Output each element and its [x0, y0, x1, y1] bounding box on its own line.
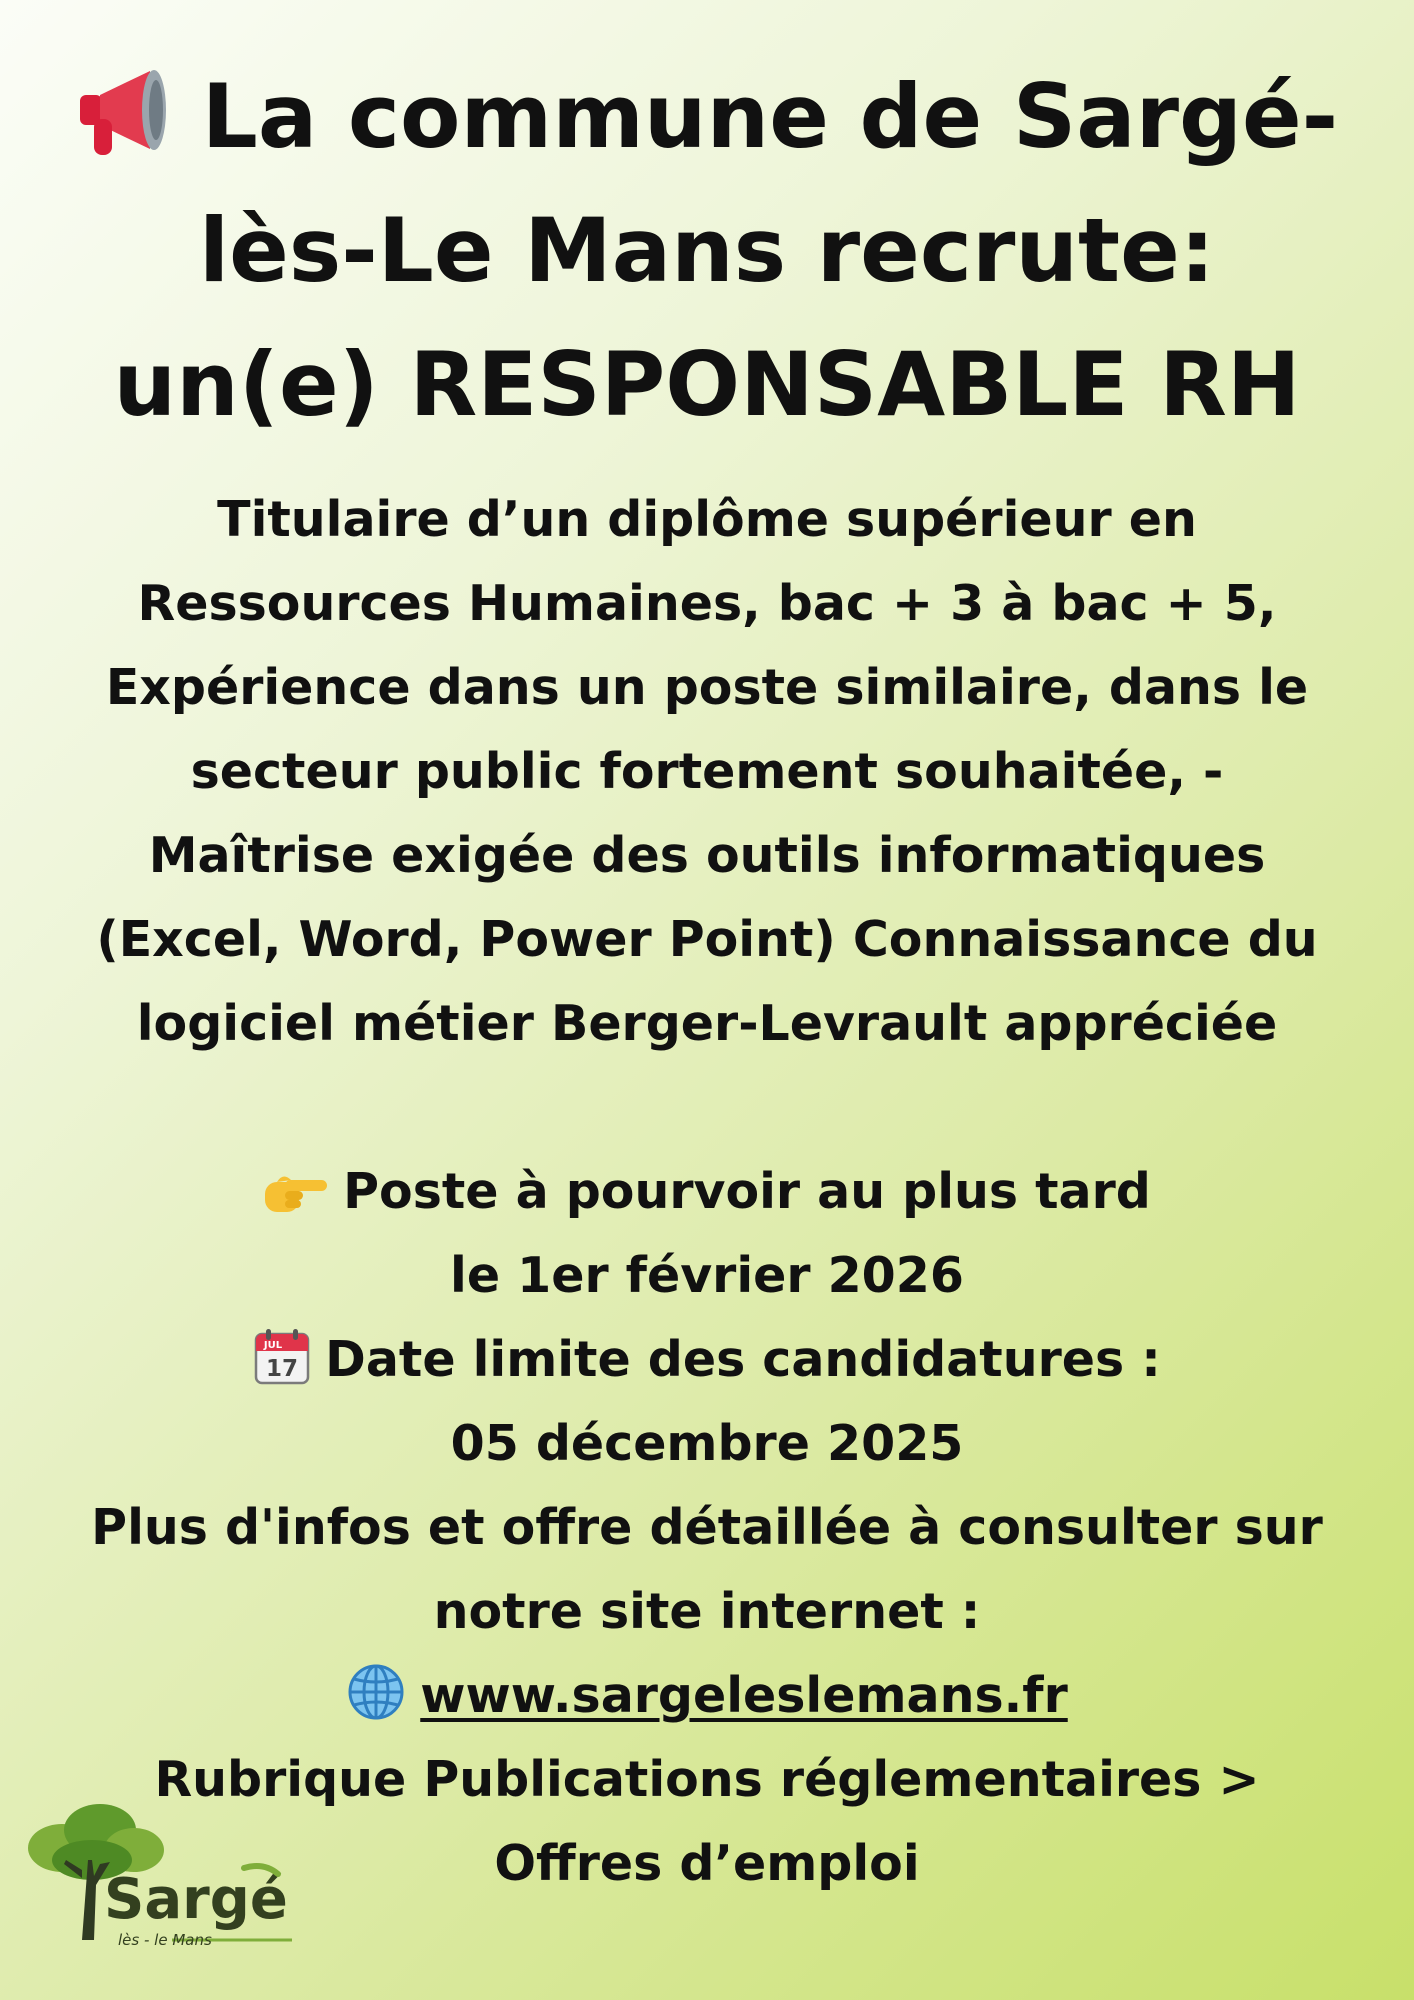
info-line-4: Offres d’emploi — [494, 1835, 920, 1892]
pointing-hand-icon — [263, 1168, 329, 1218]
website-line — [0, 1654, 1414, 1738]
blank-line — [0, 1066, 1414, 1150]
requirement-line: secteur public fortement souhaitée, - — [190, 743, 1224, 800]
megaphone-icon — [76, 61, 186, 161]
sarge-logo — [22, 1790, 302, 1960]
requirement-line: (Excel, Word, Power Point) Connaissance du — [96, 911, 1318, 968]
logo-subtitle: lès - le Mans — [118, 1931, 212, 1949]
calendar-day: 17 — [266, 1356, 299, 1382]
requirement-line: Titulaire d’un diplôme supérieur en — [217, 491, 1197, 548]
position-line-1 — [0, 1150, 1414, 1234]
website-link[interactable]: www.sargeleslemans.fr — [420, 1667, 1068, 1724]
deadline-line-1 — [0, 1318, 1414, 1402]
globe-icon — [346, 1662, 406, 1722]
position-text-1: Poste à pourvoir au plus tard — [343, 1163, 1151, 1220]
title-text-1: La commune de Sargé- — [201, 65, 1339, 168]
logo-name: Sargé — [104, 1867, 288, 1932]
requirement-line: Ressources Humaines, bac + 3 à bac + 5, — [137, 575, 1277, 632]
calendar-icon — [253, 1328, 311, 1386]
title-line-2: lès-Le Mans recrute: — [199, 199, 1215, 302]
requirement-line: Expérience dans un poste similaire, dans le — [105, 659, 1309, 716]
info-line-1: Plus d'infos et offre détaillée à consulter sur — [91, 1499, 1323, 1556]
requirement-line: logiciel métier Berger-Levrault appréciée — [136, 995, 1278, 1052]
position-line-2: le 1er février 2026 — [450, 1247, 964, 1304]
calendar-month: JUL — [264, 1340, 283, 1351]
title-line-1 — [0, 50, 1414, 184]
deadline-text-1: Date limite des candidatures : — [325, 1331, 1161, 1388]
deadline-line-2: 05 décembre 2025 — [450, 1415, 964, 1472]
info-line-2: notre site internet : — [433, 1583, 981, 1640]
requirement-line: Maîtrise exigée des outils informatiques — [148, 827, 1266, 884]
title-line-3: un(e) RESPONSABLE RH — [113, 333, 1301, 436]
page-title — [0, 50, 1414, 452]
info-line-3: Rubrique Publications réglementaires > — [154, 1751, 1260, 1808]
job-description — [0, 478, 1414, 1906]
